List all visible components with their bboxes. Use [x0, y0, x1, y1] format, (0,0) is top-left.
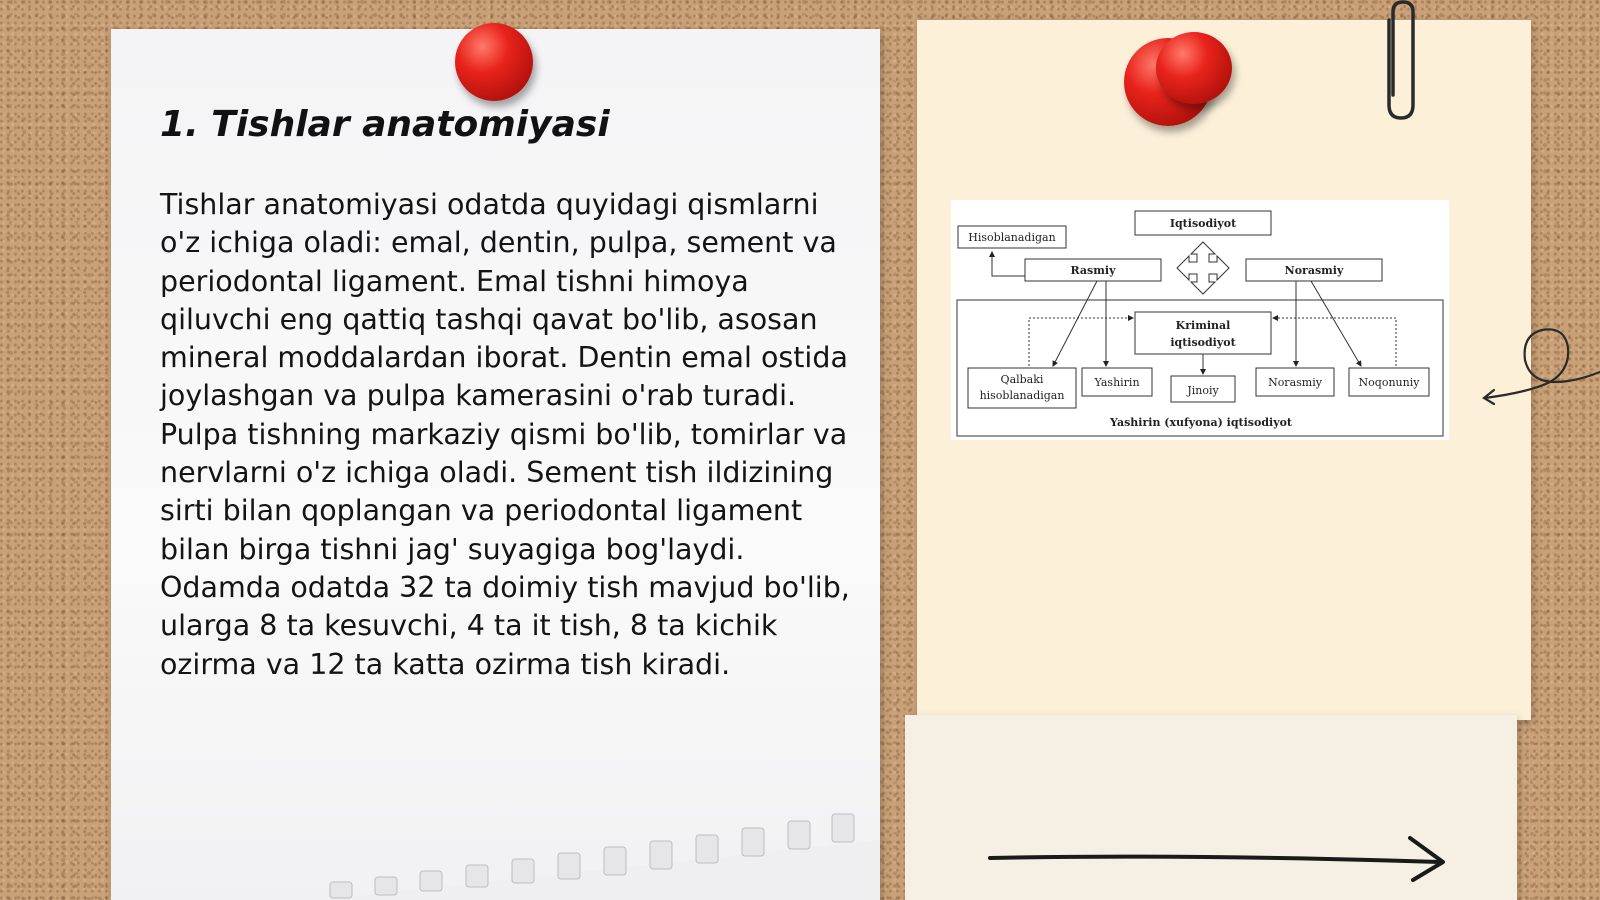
red-pushpin-left	[455, 23, 533, 101]
diagram-label-norasmiy-top: Norasmiy	[1284, 264, 1344, 277]
diagram-label-kriminal-line2: iqtisodiyot	[1170, 336, 1236, 349]
diagram-label-norasmiy-bottom: Norasmiy	[1268, 376, 1322, 389]
diagram-label-kriminal-line1: Kriminal	[1175, 319, 1231, 332]
economy-diagram	[951, 200, 1449, 440]
diagram-label-top: Iqtisodiyot	[1169, 217, 1237, 230]
long-arrow-right-icon	[985, 832, 1450, 882]
torn-tabs-decoration	[320, 800, 880, 900]
slide-title: 1. Tishlar anatomiyasi	[160, 104, 610, 145]
diagram-label-jinoiy: Jinoiy	[1187, 384, 1219, 397]
diagram-label-hisob: Hisoblanadigan	[968, 231, 1056, 244]
red-pushpin-right-front	[1156, 32, 1232, 104]
diagram-caption: Yashirin (xufyona) iqtisodiyot	[1109, 416, 1293, 429]
diagram-label-rasmiy: Rasmiy	[1070, 264, 1116, 277]
diagram-label-qalbaki-line1: Qalbaki	[1000, 373, 1044, 386]
slide-body-text: Tishlar anatomiyasi odatda quyidagi qismlarni o'z ichiga oladi: emal, dentin, pulpa, sement va periodontal ligament. Emal tishni himoya qiluvchi eng qattiq tashqi qavat bo'lib, asosan mineral moddalardan iborat. Dentin emal ostida joylashgan va pulpa kamerasini o'rab turadi. Pulpa tishning markaziy qismi bo'lib, tomirlar va nervlarni o'z ichiga oladi. Sement tish ildizining sirti bilan qoplangan va periodontal ligament bilan birga tishni jag' suyagiga bog'laydi. Odamda odatda 32 ta doimiy tish mavjud bo'lib, ularga 8 ta kesuvchi, 4 ta it tish, 8 ta kichik ozirma va 12 ta katta ozirma tish kiradi.	[160, 188, 850, 681]
curly-arrow-icon	[1480, 310, 1600, 410]
diagram-label-qalbaki-line2: hisoblanadigan	[979, 389, 1065, 402]
diagram-label-noqonuniy: Noqonuniy	[1358, 376, 1420, 389]
paperclip-icon	[1375, 0, 1425, 125]
diagram-label-yashirin: Yashirin	[1094, 376, 1140, 389]
